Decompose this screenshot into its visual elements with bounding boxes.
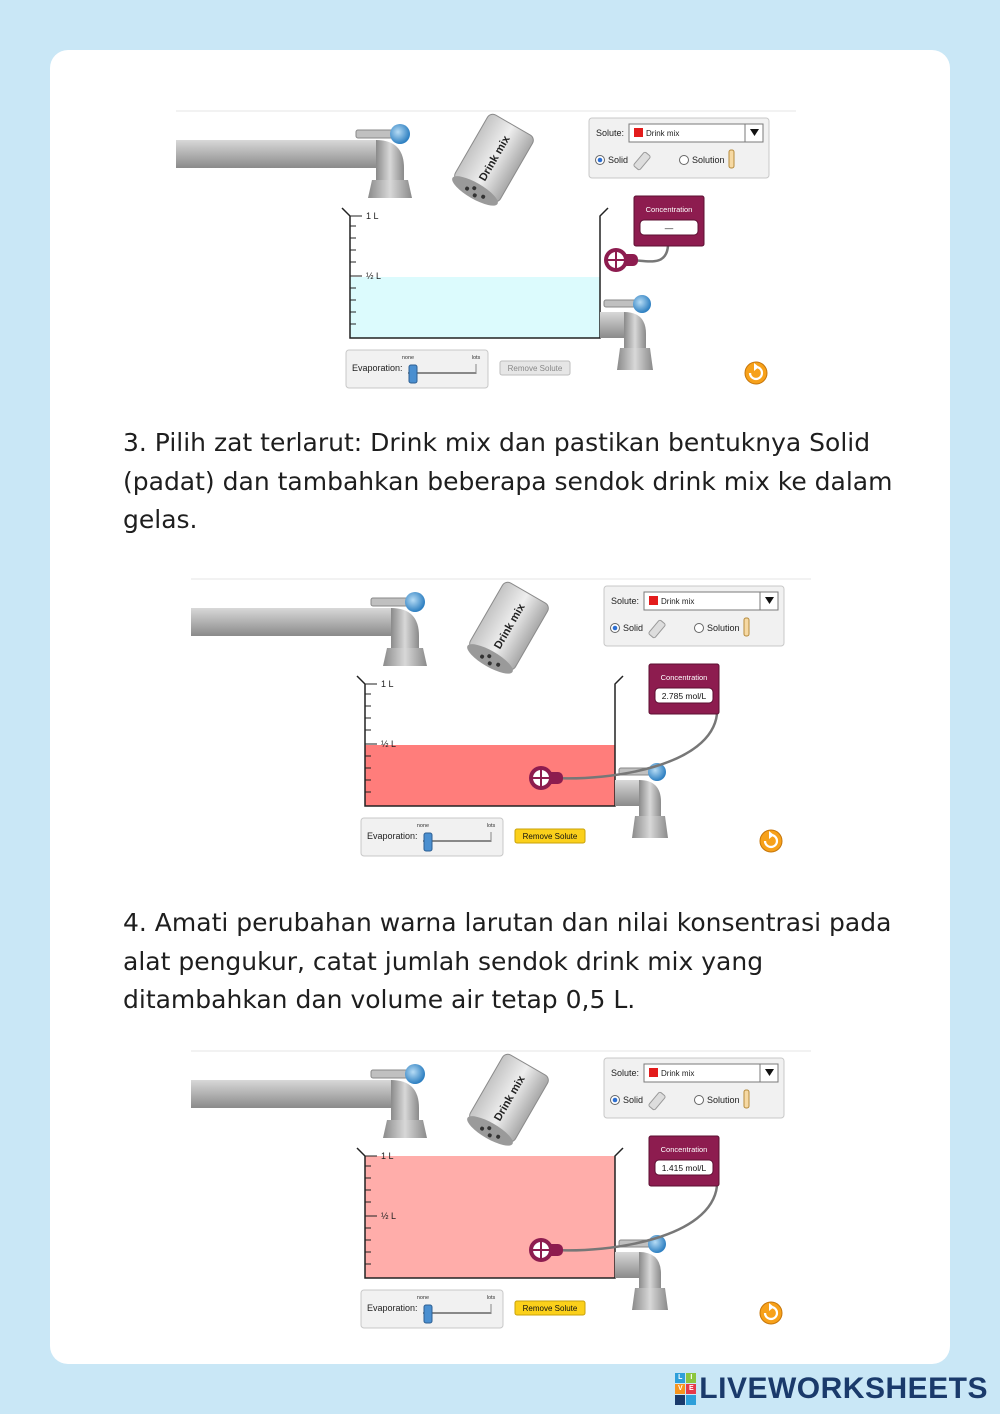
meter-title: Concentration	[645, 205, 693, 214]
one-liter-label: 1 L	[381, 679, 394, 689]
evaporation-label: Evaporation:	[352, 363, 403, 373]
evaporation-lots-label: lots	[486, 823, 496, 829]
remove-solute-button[interactable]	[515, 829, 585, 843]
meter-value: 1.415 mol/L	[661, 1163, 707, 1173]
solute-value: Drink mix	[661, 597, 695, 606]
solid-radio[interactable]	[611, 623, 644, 633]
beaker	[357, 1148, 623, 1278]
shaker[interactable]	[463, 1052, 550, 1151]
liveworksheets-logo-icon: L I V E	[675, 1373, 696, 1405]
evaporation-slider-thumb[interactable]	[424, 833, 432, 851]
meter-value: 2.785 mol/L	[661, 691, 707, 701]
one-liter-label: 1 L	[366, 211, 379, 221]
evaporation-panel	[361, 818, 503, 856]
solid-radio[interactable]	[611, 1095, 644, 1105]
solute-value: Drink mix	[646, 129, 680, 138]
solution-liquid	[365, 745, 615, 806]
solid-label: Solid	[623, 623, 644, 633]
dropper-icon	[729, 150, 734, 168]
drain-faucet-knob-icon	[633, 295, 651, 313]
solute-panel	[604, 586, 784, 646]
shaker[interactable]	[463, 580, 550, 679]
concentration-simulation	[176, 108, 816, 398]
liveworksheets-brand[interactable]	[675, 1372, 988, 1406]
remove-solute-button[interactable]	[515, 1301, 585, 1315]
solution-liquid	[350, 277, 600, 338]
half-liter-label: ½ L	[381, 739, 397, 749]
solute-value: Drink mix	[661, 1069, 695, 1078]
reset-button[interactable]	[760, 1302, 782, 1324]
top-faucet-knob-icon[interactable]	[390, 124, 410, 144]
meter-title: Concentration	[660, 673, 708, 682]
concentration-simulation	[191, 1048, 831, 1338]
half-liter-label: ½ L	[381, 1211, 397, 1221]
concentration-simulation	[191, 576, 831, 866]
evaporation-label: Evaporation:	[367, 831, 418, 841]
brand-text: LIVEWORKSHEETS	[699, 1372, 988, 1405]
evaporation-slider-thumb[interactable]	[424, 1305, 432, 1323]
solute-label: Solute:	[611, 596, 640, 606]
concentration-meter[interactable]	[604, 196, 704, 272]
solute-label: Solute:	[596, 128, 625, 138]
evaporation-lots-label: lots	[471, 355, 481, 361]
solute-dropdown[interactable]	[644, 592, 778, 610]
simulation-step-4	[191, 1048, 831, 1338]
solute-panel	[604, 1058, 784, 1118]
top-faucet[interactable]	[176, 124, 412, 198]
evaporation-none-label: none	[416, 1295, 430, 1301]
one-liter-label: 1 L	[381, 1151, 394, 1161]
solute-label: Solute:	[611, 1068, 640, 1078]
drain-faucet[interactable]	[600, 295, 653, 370]
beaker	[342, 208, 608, 338]
solution-label: Solution	[707, 1095, 740, 1105]
evaporation-lots-label: lots	[486, 1295, 496, 1301]
evaporation-slider-thumb[interactable]	[409, 365, 417, 383]
solution-liquid	[365, 1156, 615, 1278]
solute-dropdown[interactable]	[629, 124, 763, 142]
instruction-step-4: 4. Amati perubahan warna larutan dan nilai konsentrasi pada alat pengukur, catat jumlah sendok drink mix yang ditambahkan dan volume air tetap 0,5 L.	[123, 908, 892, 1014]
top-faucet-knob-icon[interactable]	[405, 1064, 425, 1084]
shaker-label: Drink mix	[492, 1073, 528, 1124]
remove-solute-label: Remove Solute	[507, 364, 563, 373]
solution-label: Solution	[707, 623, 740, 633]
solution-label: Solution	[692, 155, 725, 165]
dropper-icon	[744, 1090, 749, 1108]
half-liter-label: ½ L	[366, 271, 382, 281]
simulation-step-3	[191, 576, 831, 866]
top-faucet[interactable]	[191, 592, 427, 666]
evaporation-label: Evaporation:	[367, 1303, 418, 1313]
solution-radio[interactable]	[680, 155, 725, 165]
remove-solute-label: Remove Solute	[522, 1304, 578, 1313]
solid-label: Solid	[608, 155, 629, 165]
top-faucet[interactable]	[191, 1064, 427, 1138]
solid-label: Solid	[623, 1095, 644, 1105]
solution-radio[interactable]	[695, 1095, 740, 1105]
evaporation-none-label: none	[401, 355, 415, 361]
reset-button[interactable]	[745, 362, 767, 384]
beaker	[357, 676, 623, 806]
solute-panel	[589, 118, 769, 178]
reset-button[interactable]	[760, 830, 782, 852]
meter-value: —	[664, 223, 674, 233]
solution-radio[interactable]	[695, 623, 740, 633]
meter-title: Concentration	[660, 1145, 708, 1154]
remove-solute-button[interactable]	[500, 361, 570, 375]
evaporation-none-label: none	[416, 823, 430, 829]
solute-dropdown[interactable]	[644, 1064, 778, 1082]
instruction-step-3: 3. Pilih zat terlarut: Drink mix dan pastikan bentuknya Solid (padat) dan tambahkan beberapa sendok drink mix ke dalam gelas.	[123, 428, 893, 534]
remove-solute-label: Remove Solute	[522, 832, 578, 841]
shaker-label: Drink mix	[492, 601, 528, 652]
shaker[interactable]	[448, 112, 535, 211]
top-faucet-knob-icon[interactable]	[405, 592, 425, 612]
solid-radio[interactable]	[596, 155, 629, 165]
simulation-step-2	[176, 108, 816, 398]
shaker-label: Drink mix	[477, 133, 513, 184]
dropper-icon	[744, 618, 749, 636]
evaporation-panel	[346, 350, 488, 388]
concentration-probe[interactable]	[604, 248, 638, 272]
evaporation-panel	[361, 1290, 503, 1328]
